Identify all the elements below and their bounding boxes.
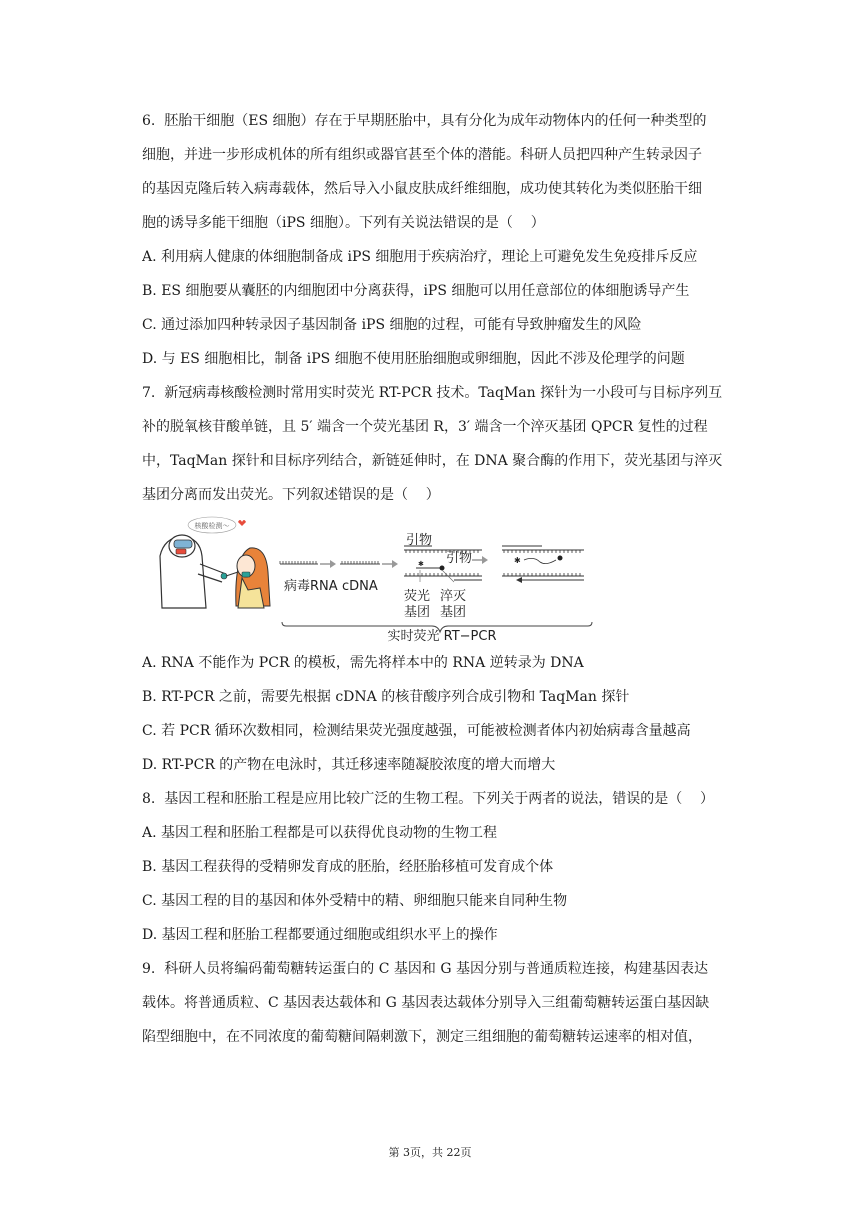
option-line: C. 通过添加四种转录因子基因制备 iPS 细胞的过程，可能有导致肿瘤发生的风险 bbox=[142, 317, 642, 333]
arrow-icon bbox=[482, 556, 488, 564]
rt-pcr-figure bbox=[142, 516, 754, 642]
page-footer: 第 3页，共 22页 bbox=[388, 1146, 472, 1159]
svg-text:淬灭: 淬灭 bbox=[440, 589, 467, 604]
figure-caption: 实时荧光 RT−PCR bbox=[387, 629, 497, 642]
text-line: 6. 胚胎干细胞（ES 细胞）存在于早期胚胎中，具有分化为成年动物体内的任何一种类型的 bbox=[142, 113, 707, 129]
text-line: 基团分离而发出荧光。下列叙述错误的是（ ） bbox=[142, 487, 440, 503]
text-line: 胞的诱导多能干细胞（iPS 细胞）。下列有关说法错误的是（ ） bbox=[142, 215, 545, 231]
rna-strand bbox=[280, 561, 318, 564]
svg-text:引物: 引物 bbox=[446, 551, 473, 566]
option-line: B. 基因工程获得的受精卵发育成的胚胎，经胚胎移植可发育成个体 bbox=[142, 859, 554, 875]
svg-text:荧光: 荧光 bbox=[404, 589, 431, 604]
arrow-icon bbox=[392, 560, 398, 568]
patient-illustration bbox=[236, 548, 270, 608]
svg-text:✱: ✱ bbox=[514, 556, 521, 565]
speech-bubble bbox=[188, 517, 246, 533]
arrow-icon bbox=[330, 560, 336, 568]
text-line: 陷型细胞中，在不同浓度的葡萄糖间隔刺激下，测定三组细胞的葡萄糖转运速率的相对值， bbox=[142, 1029, 702, 1045]
text-line: 载体。将普通质粒、C 基因表达载体和 G 基因表达载体分别导入三组葡萄糖转运蛋白基因缺 bbox=[142, 995, 710, 1011]
label-virus-rna: 病毒RNA bbox=[284, 579, 338, 594]
svg-text:✱: ✱ bbox=[418, 560, 424, 568]
label-cdna: cDNA bbox=[342, 579, 378, 594]
text-line: 8. 基因工程和胚胎工程是应用比较广泛的生物工程。下列关于两者的说法，错误的是（ ） bbox=[142, 791, 715, 807]
option-line: A. 利用病人健康的体细胞制备成 iPS 细胞用于疾病治疗，理论上可避免发生免疫排斥反应 bbox=[142, 249, 698, 265]
svg-text:引物: 引物 bbox=[406, 533, 433, 548]
annealing-panel bbox=[404, 532, 488, 620]
option-line: D. 与 ES 细胞相比，制备 iPS 细胞不使用胚胎细胞或卵细胞，因此不涉及伦理学的问题 bbox=[142, 351, 685, 367]
cdna-strand bbox=[340, 561, 380, 564]
text-line: 的基因克隆后转入病毒载体，然后导入小鼠皮肤成纤维细胞，成功使其转化为类似胚胎干细 bbox=[142, 181, 702, 197]
option-line: A. 基因工程和胚胎工程都是可以获得优良动物的生物工程 bbox=[142, 825, 498, 841]
question-content bbox=[142, 104, 754, 1054]
svg-text:基团: 基团 bbox=[440, 605, 467, 620]
option-line: B. ES 细胞要从囊胚的内细胞团中分离获得，iPS 细胞可以用任意部位的体细胞诱导产生 bbox=[142, 283, 690, 299]
text-line: 补的脱氧核苷酸单链，且 5′ 端含一个荧光基团 R，3′ 端含一个淬灭基团 QPCR 复性的过程 bbox=[142, 419, 708, 435]
extension-panel bbox=[502, 546, 584, 583]
option-line: C. 若 PCR 循环次数相同，检测结果荧光强度越强，可能被检测者体内初始病毒含量越高 bbox=[142, 723, 691, 739]
svg-text:核酸检测～: 核酸检测～ bbox=[194, 522, 230, 530]
option-line: D. 基因工程和胚胎工程都要通过细胞或组织水平上的操作 bbox=[142, 927, 498, 943]
option-line: C. 基因工程的目的基因和体外受精中的精、卵细胞只能来自同种生物 bbox=[142, 893, 568, 909]
text-line: 中，TaqMan 探针和目标序列结合，新链延伸时，在 DNA 聚合酶的作用下，荧光基团与淬灭 bbox=[142, 453, 723, 469]
text-line: 9. 科研人员将编码葡萄糖转运蛋白的 C 基因和 G 基因分别与普通质粒连接，构建基因表达 bbox=[142, 961, 708, 977]
option-line: B. RT-PCR 之前，需要先根据 cDNA 的核苷酸序列合成引物和 TaqMan 探针 bbox=[142, 689, 630, 705]
option-line: D. RT-PCR 的产物在电泳时，其迁移速率随凝胶浓度的增大而增大 bbox=[142, 757, 556, 773]
text-line: 细胞，并进一步形成机体的所有组织或器官甚至个体的潜能。科研人员把四种产生转录因子 bbox=[142, 147, 702, 163]
option-line: A. RNA 不能作为 PCR 的模板，需先将样本中的 RNA 逆转录为 DNA bbox=[142, 655, 584, 671]
svg-text:基团: 基团 bbox=[404, 605, 431, 620]
rt-pcr-diagram bbox=[142, 516, 602, 642]
text-line: 7. 新冠病毒核酸检测时常用实时荧光 RT-PCR 技术。TaqMan 探针为一小段可与目标序列互 bbox=[142, 385, 723, 401]
health-worker-illustration bbox=[160, 535, 238, 608]
heart-icon bbox=[238, 520, 246, 526]
